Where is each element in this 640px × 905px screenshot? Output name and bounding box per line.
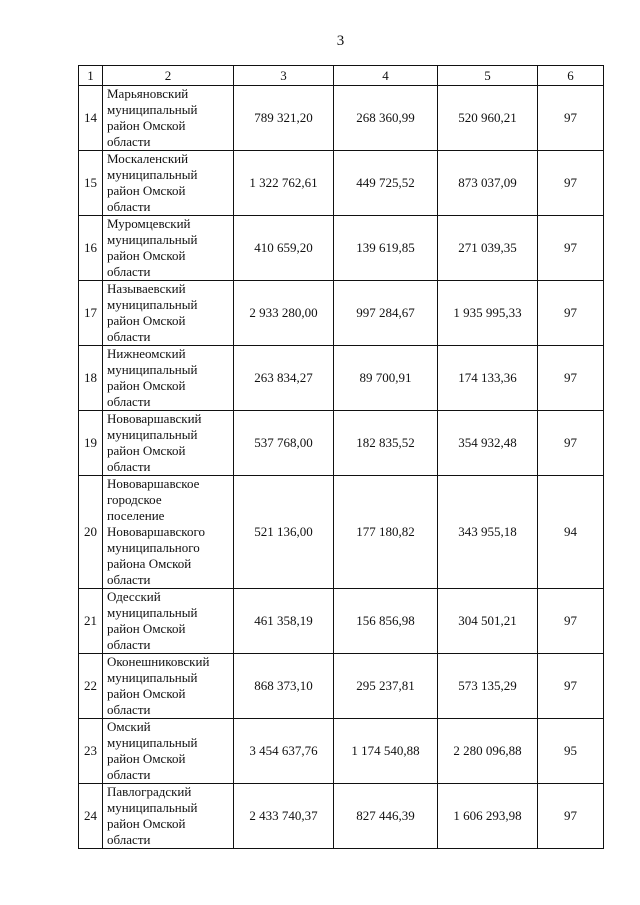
value-cell-col3: 521 136,00 [234, 476, 334, 589]
value-cell-col3: 3 454 637,76 [234, 719, 334, 784]
value-cell-col4: 182 835,52 [334, 411, 438, 476]
value-cell-col5: 573 135,29 [438, 654, 538, 719]
municipality-name-cell: Нововаршавское городское поселение Нововаршавского муниципального района Омской области [103, 476, 234, 589]
value-cell-col3: 789 321,20 [234, 86, 334, 151]
table-row [79, 719, 604, 784]
table-row [79, 654, 604, 719]
value-cell-col4: 156 856,98 [334, 589, 438, 654]
value-cell-col4: 1 174 540,88 [334, 719, 438, 784]
value-cell-col6: 97 [538, 654, 604, 719]
municipality-name-cell: Называевский муниципальный район Омской области [103, 281, 234, 346]
value-cell-col5: 2 280 096,88 [438, 719, 538, 784]
table-row [79, 281, 604, 346]
value-cell-col6: 94 [538, 476, 604, 589]
value-cell-col5: 1 935 995,33 [438, 281, 538, 346]
value-cell-col4: 177 180,82 [334, 476, 438, 589]
value-cell-col3: 868 373,10 [234, 654, 334, 719]
table-row [79, 784, 604, 849]
value-cell-col4: 827 446,39 [334, 784, 438, 849]
value-cell-col3: 410 659,20 [234, 216, 334, 281]
table-row [79, 86, 604, 151]
municipality-name-cell: Марьяновский муниципальный район Омской области [103, 86, 234, 151]
row-number-cell: 15 [79, 151, 103, 216]
value-cell-col5: 873 037,09 [438, 151, 538, 216]
municipality-name-cell: Москаленский муниципальный район Омской области [103, 151, 234, 216]
value-cell-col6: 97 [538, 784, 604, 849]
municipality-name-cell: Нижнеомский муниципальный район Омской области [103, 346, 234, 411]
value-cell-col3: 263 834,27 [234, 346, 334, 411]
row-number-cell: 22 [79, 654, 103, 719]
value-cell-col5: 174 133,36 [438, 346, 538, 411]
row-number-cell: 14 [79, 86, 103, 151]
municipality-name-cell: Муромцевский муниципальный район Омской области [103, 216, 234, 281]
value-cell-col6: 97 [538, 411, 604, 476]
data-table [78, 65, 604, 849]
table-row [79, 411, 604, 476]
municipality-name-cell: Нововаршавский муниципальный район Омской области [103, 411, 234, 476]
table-header [79, 66, 604, 86]
header-row [79, 66, 604, 86]
value-cell-col5: 343 955,18 [438, 476, 538, 589]
value-cell-col4: 295 237,81 [334, 654, 438, 719]
column-header-4: 4 [334, 66, 438, 86]
municipality-name-cell: Оконешниковский муниципальный район Омской области [103, 654, 234, 719]
page-number: 3 [336, 33, 345, 49]
value-cell-col4: 449 725,52 [334, 151, 438, 216]
municipality-name-cell: Одесский муниципальный район Омской области [103, 589, 234, 654]
value-cell-col4: 268 360,99 [334, 86, 438, 151]
value-cell-col5: 304 501,21 [438, 589, 538, 654]
municipality-name-cell: Павлоградский муниципальный район Омской области [103, 784, 234, 849]
value-cell-col6: 97 [538, 346, 604, 411]
row-number-cell: 16 [79, 216, 103, 281]
column-header-5: 5 [438, 66, 538, 86]
value-cell-col6: 95 [538, 719, 604, 784]
value-cell-col5: 271 039,35 [438, 216, 538, 281]
value-cell-col6: 97 [538, 86, 604, 151]
value-cell-col6: 97 [538, 151, 604, 216]
row-number-cell: 17 [79, 281, 103, 346]
value-cell-col3: 461 358,19 [234, 589, 334, 654]
column-header-6: 6 [538, 66, 604, 86]
value-cell-col5: 1 606 293,98 [438, 784, 538, 849]
value-cell-col3: 2 433 740,37 [234, 784, 334, 849]
table-row [79, 216, 604, 281]
value-cell-col4: 997 284,67 [334, 281, 438, 346]
table-row [79, 589, 604, 654]
value-cell-col4: 139 619,85 [334, 216, 438, 281]
column-header-3: 3 [234, 66, 334, 86]
row-number-cell: 20 [79, 476, 103, 589]
municipality-name-cell: Омский муниципальный район Омской области [103, 719, 234, 784]
value-cell-col6: 97 [538, 589, 604, 654]
value-cell-col3: 2 933 280,00 [234, 281, 334, 346]
value-cell-col6: 97 [538, 216, 604, 281]
row-number-cell: 18 [79, 346, 103, 411]
value-cell-col6: 97 [538, 281, 604, 346]
row-number-cell: 21 [79, 589, 103, 654]
value-cell-col3: 1 322 762,61 [234, 151, 334, 216]
value-cell-col4: 89 700,91 [334, 346, 438, 411]
row-number-cell: 19 [79, 411, 103, 476]
value-cell-col5: 520 960,21 [438, 86, 538, 151]
table-row [79, 151, 604, 216]
table-body [79, 86, 604, 849]
value-cell-col5: 354 932,48 [438, 411, 538, 476]
table-row [79, 346, 604, 411]
column-header-2: 2 [103, 66, 234, 86]
row-number-cell: 23 [79, 719, 103, 784]
table-row [79, 476, 604, 589]
column-header-1: 1 [79, 66, 103, 86]
value-cell-col3: 537 768,00 [234, 411, 334, 476]
row-number-cell: 24 [79, 784, 103, 849]
